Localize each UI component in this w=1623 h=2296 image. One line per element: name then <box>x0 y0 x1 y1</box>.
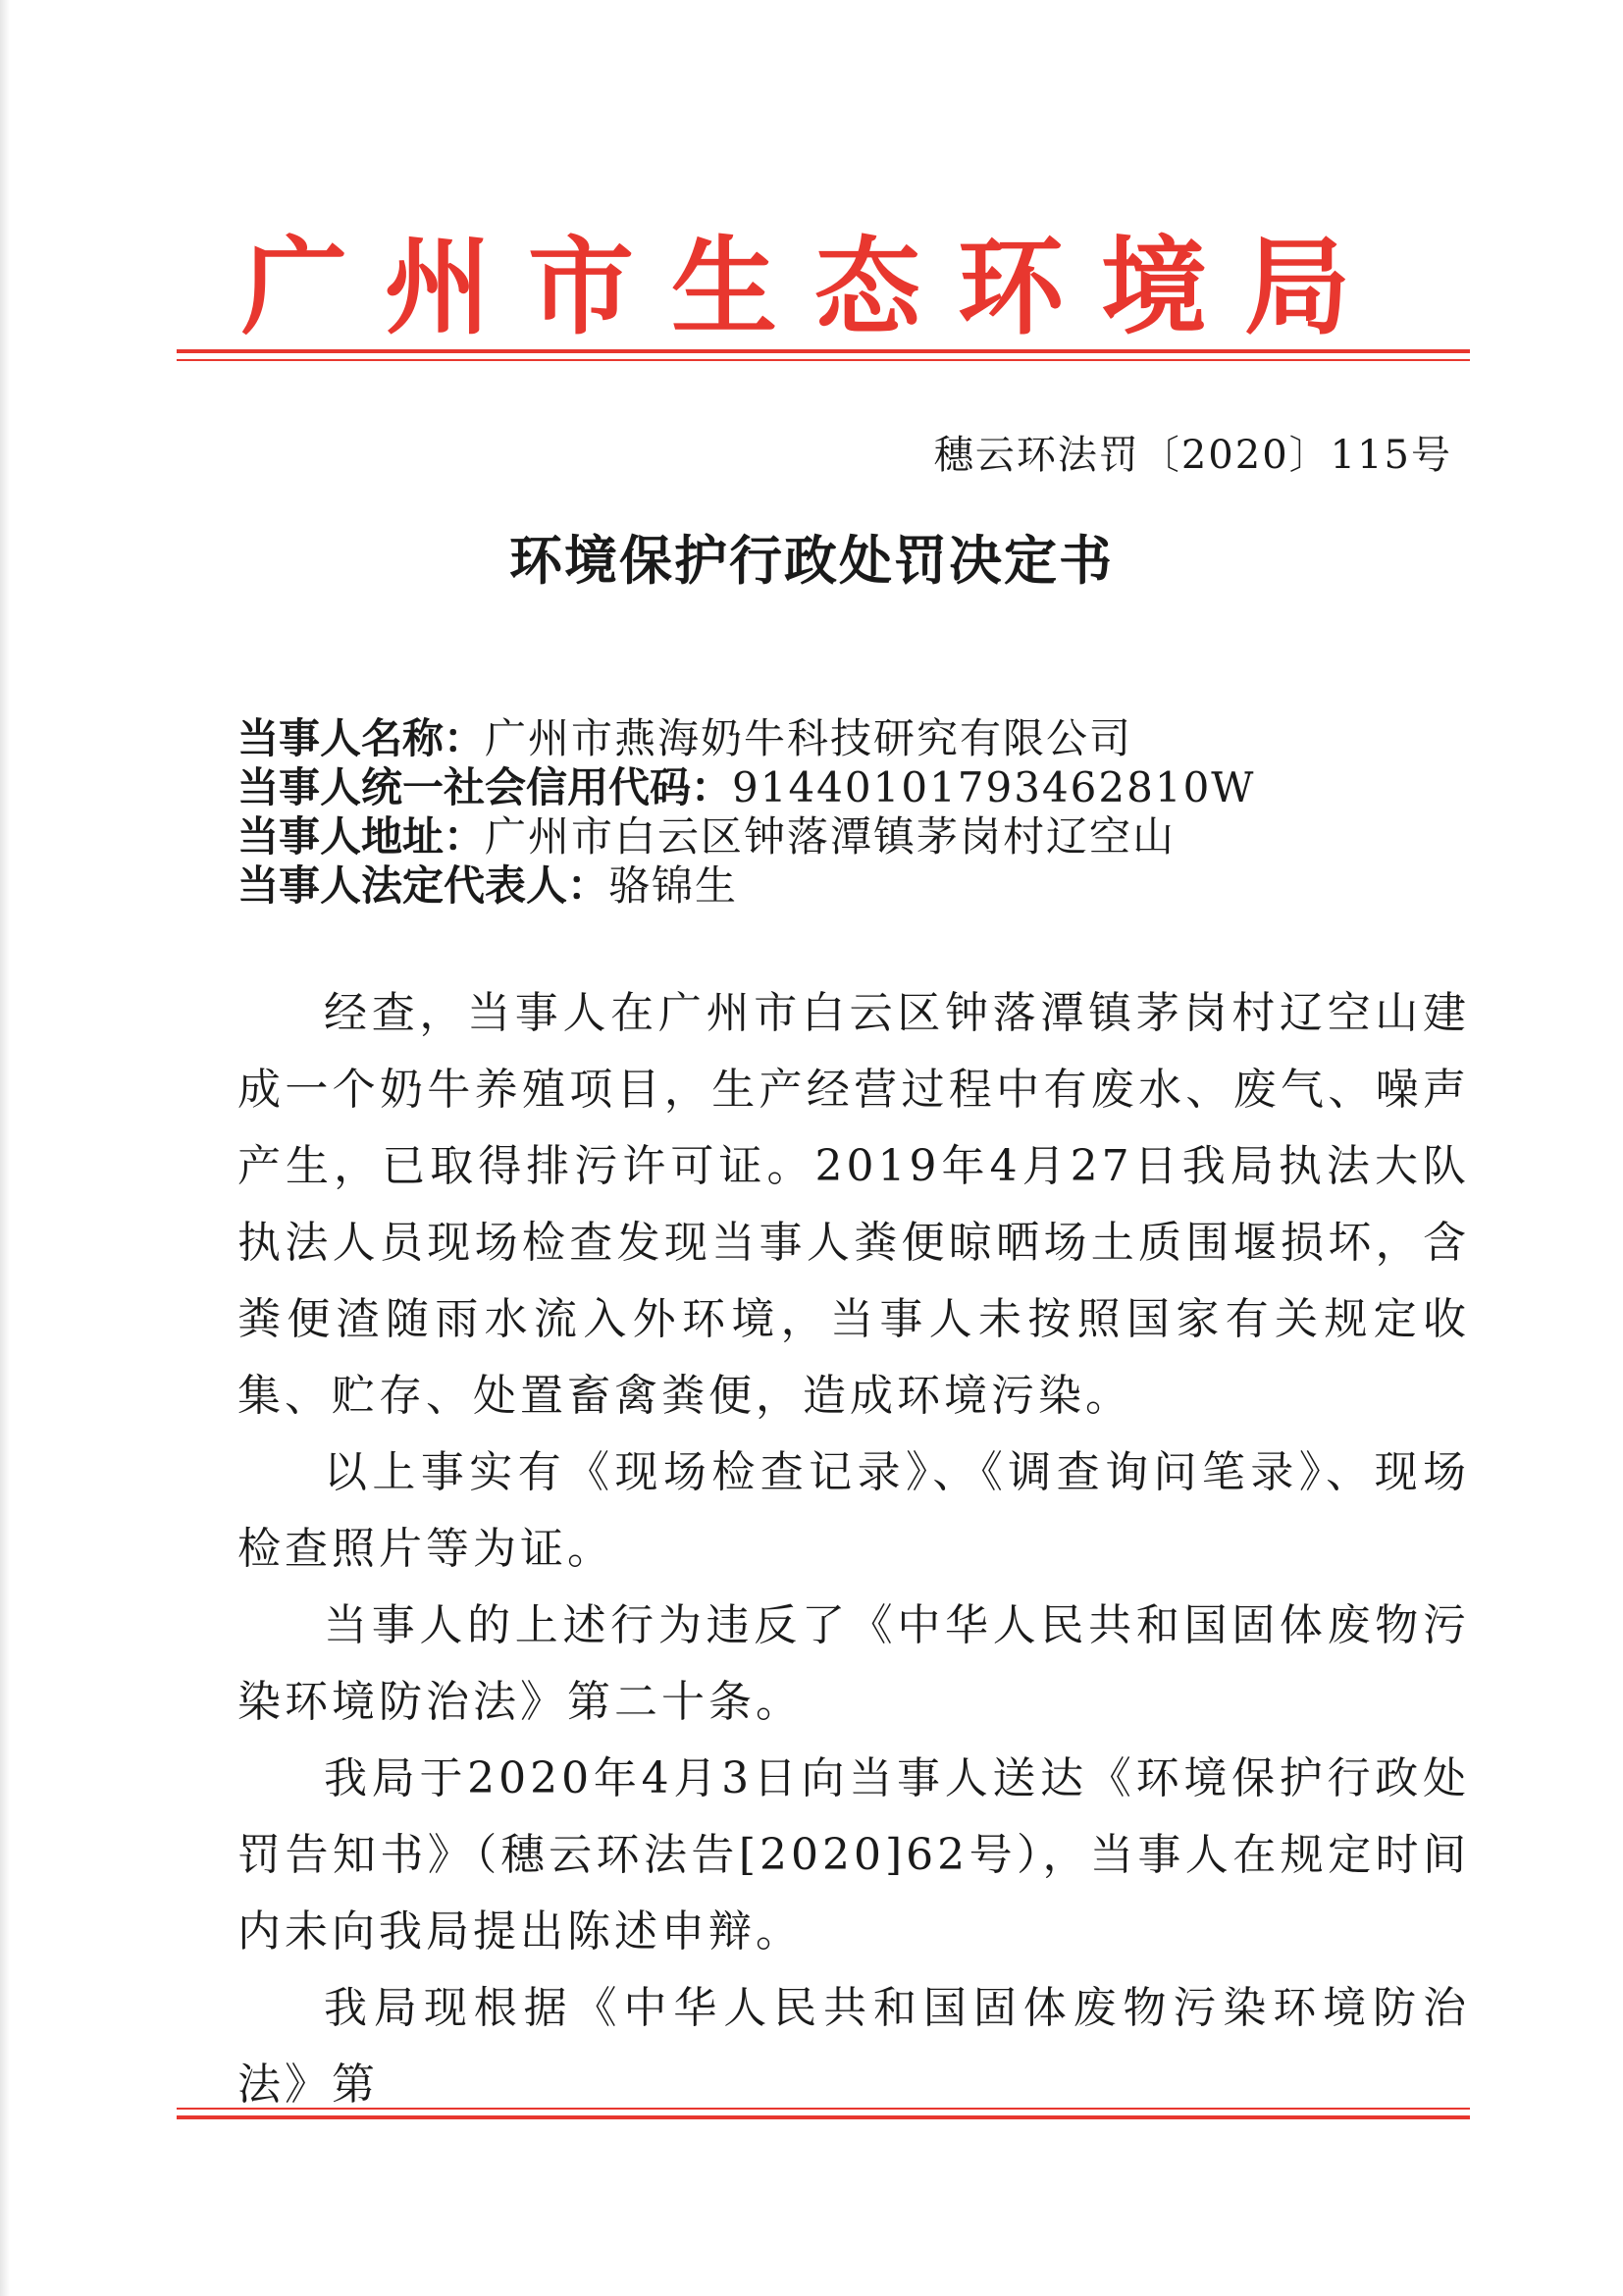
footer-red-rule <box>177 2115 1470 2119</box>
party-address-value: 广州市白云区钟落潭镇茅岗村辽空山 <box>485 812 1177 861</box>
party-name-label: 当事人名称： <box>237 714 486 762</box>
party-credit-code-value: 91440101793462810W <box>732 763 1256 811</box>
document-title: 环境保护行政处罚决定书 <box>509 530 1114 592</box>
party-address-label: 当事人地址： <box>237 812 486 861</box>
document-number: 穗云环法罚〔2020〕115号 <box>933 433 1452 478</box>
party-credit-code-row <box>237 763 1474 812</box>
party-name-value: 广州市燕海奶牛科技研究有限公司 <box>485 714 1133 762</box>
body-paragraph-notice: 我局于2020年4月3日向当事人送达《环境保护行政处罚告知书》（穗云环法告[2020]62号），当事人在规定时间内未向我局提出陈述申辩。 <box>237 1753 1470 1957</box>
decision-body <box>237 975 1470 2123</box>
issuing-authority-masthead: 广州市生态环境局 <box>240 226 1387 349</box>
party-legal-rep-row <box>237 861 1474 911</box>
body-paragraph-violation: 当事人的上述行为违反了《中华人民共和国固体废物污染环境防治法》第二十条。 <box>237 1600 1470 1727</box>
party-address-row <box>237 812 1474 861</box>
body-paragraph-basis: 我局现根据《中华人民共和国固体废物污染环境防治法》第 <box>237 1983 1470 2110</box>
masthead-red-rule-thin <box>177 359 1470 361</box>
scan-edge <box>0 0 10 2296</box>
party-name-row <box>237 714 1474 763</box>
body-paragraph-evidence: 以上事实有《现场检查记录》、《调查询问笔录》、现场检查照片等为证。 <box>237 1447 1470 1574</box>
party-info <box>237 714 1474 911</box>
party-legal-rep-value: 骆锦生 <box>608 861 739 910</box>
party-legal-rep-label: 当事人法定代表人： <box>237 861 609 910</box>
masthead-red-rule <box>177 349 1470 353</box>
footer-red-rule-thin <box>177 2108 1470 2110</box>
body-paragraph-findings: 经查，当事人在广州市白云区钟落潭镇茅岗村辽空山建成一个奶牛养殖项目，生产经营过程中有废水、废气、噪声产生，已取得排污许可证。2019年4月27日我局执法大队执法人员现场检查发现当事人粪便晾晒场土质围堰损坏，含粪便渣随雨水流入外环境，当事人未按照国家有关规定收集、贮存、处置畜禽粪便，造成环境污染。 <box>237 988 1470 1421</box>
party-credit-code-label: 当事人统一社会信用代码： <box>237 763 733 811</box>
